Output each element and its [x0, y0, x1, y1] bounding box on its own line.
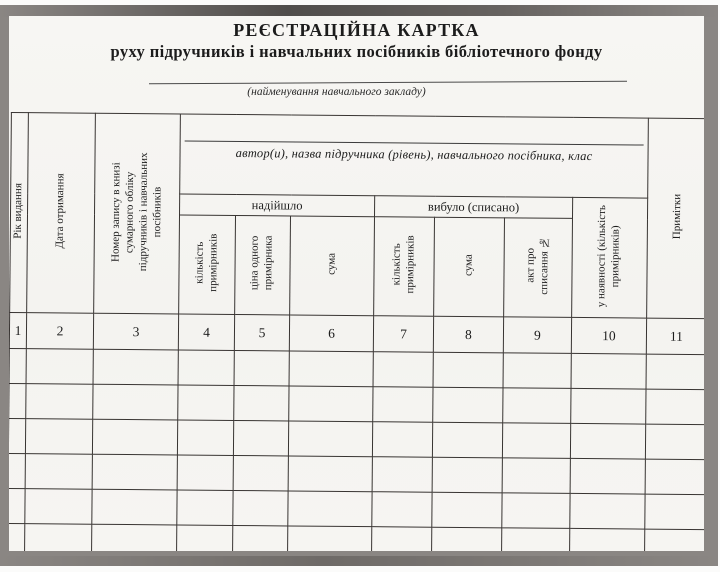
empty-data-cell — [432, 457, 502, 493]
col-header-date-received-cell — [27, 113, 96, 314]
empty-data-row — [9, 419, 704, 460]
column-number-2: 2 — [26, 313, 93, 350]
col-header-year: Рік видання — [11, 183, 25, 239]
empty-data-cell — [178, 350, 234, 385]
empty-data-cell — [176, 525, 232, 551]
table-body — [9, 113, 704, 551]
empty-data-cell — [570, 493, 645, 529]
col-header-notes-cell — [647, 118, 704, 319]
empty-data-cell — [503, 353, 571, 389]
empty-data-cell — [232, 525, 287, 551]
author-title-header-cell — [180, 114, 649, 198]
empty-data-cell — [288, 491, 372, 527]
col-header-received-sum: сума — [325, 253, 338, 276]
empty-data-cell — [433, 387, 503, 423]
col-header-received-copies: кількість примірників — [193, 234, 220, 293]
empty-data-cell — [502, 423, 570, 459]
empty-data-cell — [372, 422, 432, 458]
empty-data-cell — [432, 422, 502, 458]
empty-data-cell — [502, 493, 570, 529]
empty-data-cell — [92, 489, 177, 525]
column-number-7: 7 — [373, 316, 433, 353]
institution-caption: (найменування навчального закладу) — [247, 86, 426, 98]
empty-data-cell — [234, 350, 289, 385]
page-title: РЕЄСТРАЦІЙНА КАРТКА — [233, 20, 480, 40]
empty-data-row — [9, 454, 704, 495]
empty-data-cell — [9, 489, 25, 524]
col-header-removed-copies-cell — [374, 217, 435, 317]
col-header-removed-sum: сума — [462, 254, 475, 277]
empty-data-cell — [373, 352, 433, 388]
col-header-received-unit-price-cell — [235, 215, 291, 314]
col-header-record-number: Номер запису в книзі сумарного обліку підручників і навчальних посібників — [109, 152, 164, 272]
empty-data-cell — [571, 353, 646, 389]
column-number-3: 3 — [93, 313, 178, 350]
column-number-11: 11 — [646, 318, 704, 355]
empty-data-cell — [571, 388, 646, 424]
empty-data-cell — [432, 492, 502, 528]
page-subtitle: руху підручників і навчальних посібників бібліотечного фонду — [110, 42, 603, 61]
empty-data-cell — [503, 388, 571, 424]
column-numbers-row — [9, 313, 704, 355]
col-header-date-received: Дата отримання — [53, 173, 67, 249]
empty-data-cell — [26, 349, 93, 385]
col-header-notes: Примітки — [670, 193, 683, 240]
empty-data-cell — [92, 419, 177, 455]
empty-data-row — [9, 384, 704, 425]
registration-table — [9, 112, 704, 551]
column-number-9: 9 — [503, 317, 571, 354]
empty-data-cell — [287, 526, 371, 551]
col-header-removed-act-number-cell — [504, 218, 573, 318]
empty-data-cell — [233, 490, 288, 525]
institution-name-line — [149, 81, 627, 85]
group-header-removed: вибуло (списано) — [375, 196, 573, 219]
column-number-1: 1 — [9, 313, 26, 349]
col-header-record-number-cell — [94, 113, 181, 314]
col-header-received-sum-cell — [290, 216, 375, 316]
empty-data-cell — [372, 457, 432, 493]
col-header-received-copies-cell — [179, 215, 236, 314]
empty-data-cell — [25, 454, 92, 490]
empty-data-cell — [178, 385, 234, 420]
empty-data-cell — [645, 424, 704, 460]
empty-data-cell — [373, 387, 433, 423]
col-header-on-hand-cell — [572, 197, 648, 318]
empty-data-row — [9, 489, 704, 530]
empty-data-cell — [646, 354, 704, 390]
empty-data-cell — [25, 524, 92, 551]
col-header-on-hand: у наявності (кількість примірників) — [595, 205, 622, 308]
header-row-main — [11, 113, 704, 199]
empty-data-cell — [371, 527, 431, 551]
empty-data-cell — [93, 384, 178, 420]
empty-data-cell — [9, 454, 25, 489]
empty-data-cell — [9, 349, 26, 384]
empty-data-cell — [93, 349, 178, 385]
empty-data-cell — [9, 524, 25, 551]
empty-data-cell — [92, 524, 177, 551]
empty-data-cell — [433, 352, 503, 388]
group-header-received: надійшло — [180, 194, 375, 217]
col-header-removed-sum-cell — [434, 217, 505, 317]
empty-data-cell — [501, 528, 569, 551]
column-number-8: 8 — [433, 316, 503, 353]
empty-data-cell — [25, 489, 92, 525]
empty-data-cell — [288, 456, 372, 492]
empty-data-cell — [646, 389, 704, 425]
column-number-10: 10 — [571, 317, 646, 354]
empty-data-cell — [502, 458, 570, 494]
author-title-header-label: автор(и), назва підручника (рівень), навчального посібника, клас — [235, 145, 593, 163]
empty-data-cell — [431, 527, 501, 551]
empty-data-cell — [288, 421, 372, 457]
empty-data-cell — [289, 386, 373, 422]
empty-data-cell — [25, 419, 92, 455]
col-header-received-unit-price: ціна одного примірника — [248, 236, 275, 291]
empty-data-cell — [289, 351, 373, 387]
empty-data-cell — [26, 384, 93, 420]
empty-data-cell — [645, 459, 704, 495]
empty-data-cell — [234, 385, 289, 420]
empty-data-cell — [177, 455, 233, 490]
empty-data-cell — [645, 494, 704, 530]
empty-data-cell — [92, 454, 177, 490]
column-number-4: 4 — [178, 314, 234, 350]
column-number-6: 6 — [289, 315, 373, 352]
empty-data-cell — [9, 419, 26, 454]
empty-data-cell — [233, 420, 288, 455]
empty-data-cell — [9, 384, 26, 419]
empty-data-cell — [177, 420, 233, 455]
empty-data-cell — [233, 455, 288, 490]
col-header-removed-act-number: акт про списання № — [524, 236, 551, 296]
empty-data-cell — [570, 458, 645, 494]
col-header-removed-copies: кількість примірників — [390, 235, 417, 294]
empty-data-cell — [569, 528, 644, 551]
empty-data-cell — [372, 492, 432, 528]
empty-data-cell — [570, 423, 645, 459]
column-number-5: 5 — [234, 314, 289, 350]
registration-card-page — [9, 16, 704, 551]
col-header-year-cell — [10, 113, 29, 313]
empty-data-cell — [644, 529, 704, 551]
empty-data-cell — [177, 490, 233, 525]
